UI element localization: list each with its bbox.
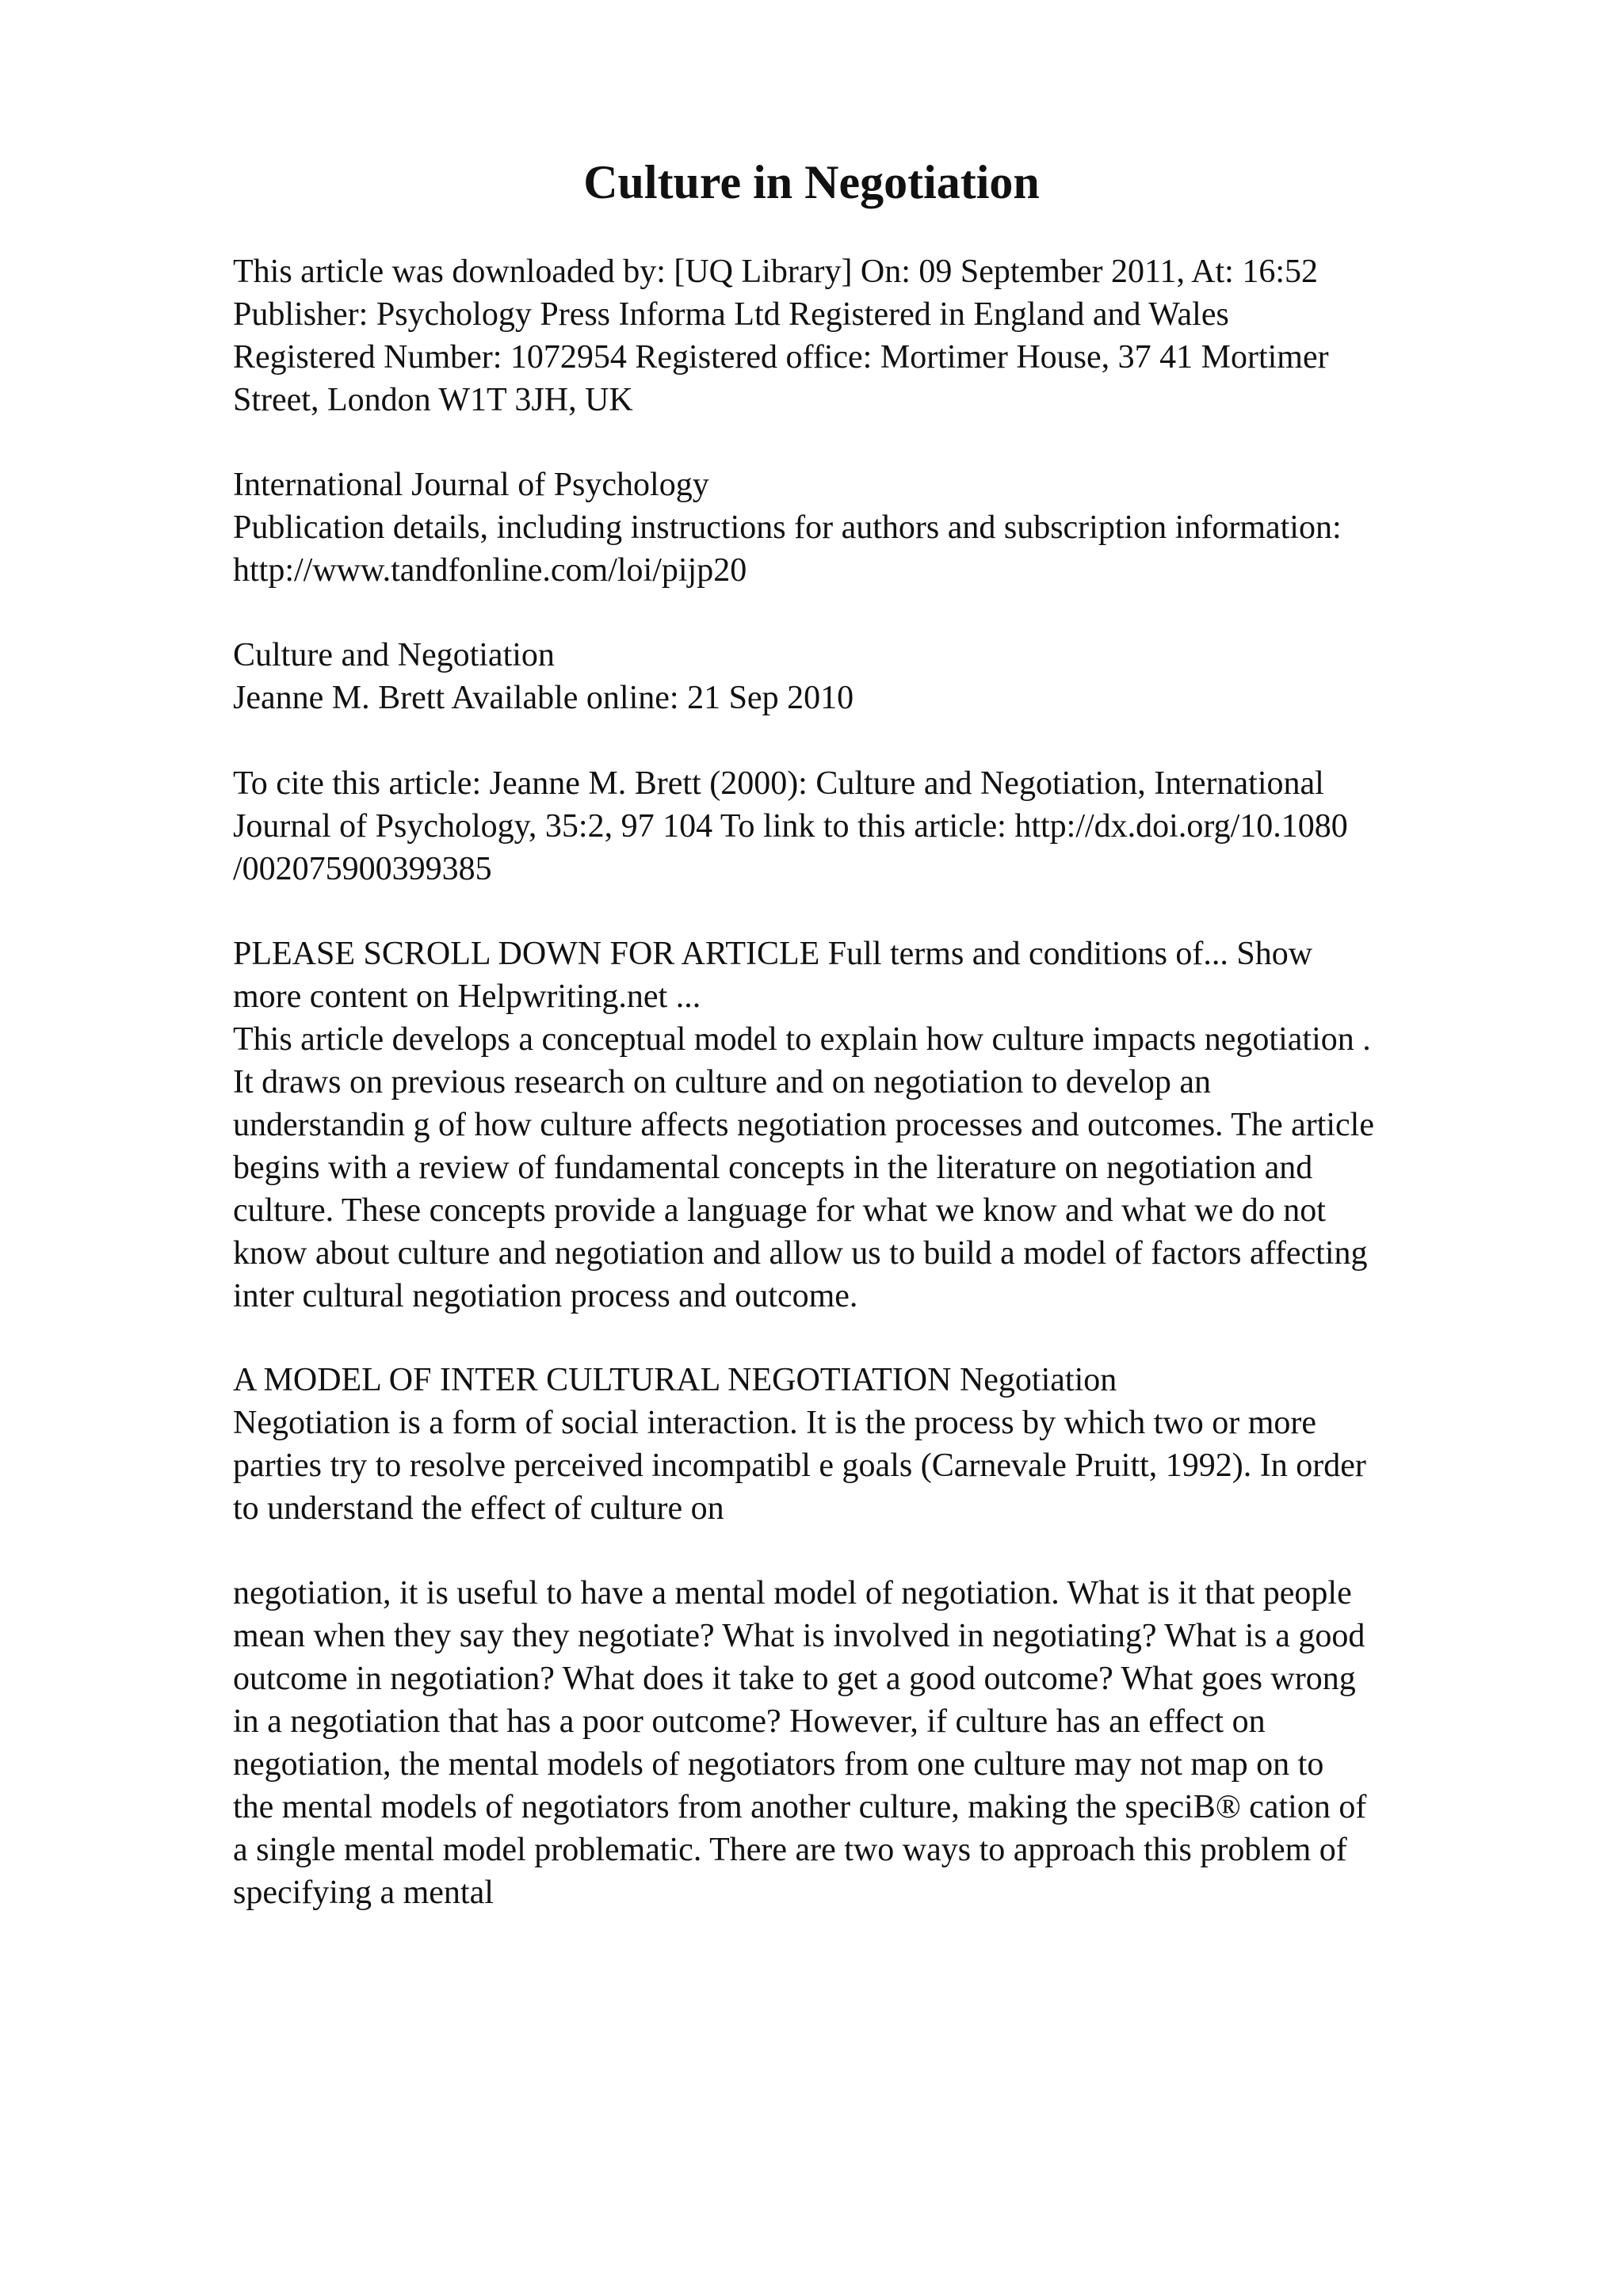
text-line: Journal of Psychology, 35:2, 97 104 To link to this article: http://dx.doi.org/10.1080: [233, 808, 1348, 845]
text-line: begins with a review of fundamental concepts in the literature on negotiation and: [233, 1150, 1313, 1186]
text-line: understandin g of how culture affects negotiation processes and outcomes. The article: [233, 1107, 1374, 1143]
text-line: http://www.tandfonline.com/loi/pijp20: [233, 552, 747, 589]
text-line: culture. These concepts provide a language for what we know and what we do not: [233, 1192, 1326, 1229]
text-line: in a negotiation that has a poor outcome? However, if culture has an effect on: [233, 1703, 1266, 1740]
continuation-paragraph: [233, 1572, 1564, 1914]
text-line: /002075900399385: [233, 851, 492, 887]
document-title: Culture in Negotiation: [583, 156, 1040, 208]
text-line: Publication details, including instructions for authors and subscription information:: [233, 509, 1342, 546]
model-section-paragraph: [233, 1359, 1564, 1530]
text-line: Street, London W1T 3JH, UK: [233, 382, 633, 418]
text-line: to understand the effect of culture on: [233, 1490, 724, 1527]
text-line: a single mental model problematic. There are two ways to approach this problem of: [233, 1832, 1347, 1868]
text-line: Negotiation is a form of social interaction. It is the process by which two or more: [233, 1405, 1316, 1441]
text-line: know about culture and negotiation and allow us to build a model of factors affecting: [233, 1235, 1368, 1272]
text-line: Registered Number: 1072954 Registered office: Mortimer House, 37 41 Mortimer: [233, 339, 1329, 376]
citation-paragraph: [233, 762, 1564, 891]
journal-info-paragraph: [233, 463, 1564, 592]
text-line: parties try to resolve perceived incompatibl e goals (Carnevale Pruitt, 1992). In order: [233, 1447, 1366, 1484]
text-line: mean when they say they negotiate? What is involved in negotiating? What is a good: [233, 1618, 1365, 1654]
text-line: negotiation, it is useful to have a mental model of negotiation. What is it that people: [233, 1575, 1352, 1611]
text-line: the mental models of negotiators from another culture, making the speciB® cation of: [233, 1789, 1367, 1825]
text-line: Publisher: Psychology Press Informa Ltd Registered in England and Wales: [233, 296, 1229, 333]
text-line: It draws on previous research on culture and on negotiation to develop an: [233, 1064, 1211, 1100]
download-info-paragraph: [233, 250, 1564, 421]
text-line: International Journal of Psychology: [233, 467, 709, 503]
text-line: negotiation, the mental models of negotiators from one culture may not map on to: [233, 1746, 1324, 1783]
text-line: outcome in negotiation? What does it take to get a good outcome? What goes wrong: [233, 1661, 1356, 1697]
text-line: This article develops a conceptual model to explain how culture impacts negotiation .: [233, 1021, 1371, 1058]
text-line: Jeanne M. Brett Available online: 21 Sep 2010: [233, 680, 854, 716]
text-line: specifying a mental: [233, 1875, 494, 1911]
text-line: Culture and Negotiation: [233, 637, 555, 673]
article-info-paragraph: [233, 634, 1564, 719]
text-line: To cite this article: Jeanne M. Brett (2000): Culture and Negotiation, International: [233, 765, 1324, 802]
text-line: This article was downloaded by: [UQ Library] On: 09 September 2011, At: 16:52: [233, 254, 1318, 290]
text-line: more content on Helpwriting.net ...: [233, 978, 701, 1015]
section-heading: A MODEL OF INTER CULTURAL NEGOTIATION Negotiation: [233, 1362, 1117, 1398]
abstract-paragraph: [233, 933, 1564, 1318]
text-line: inter cultural negotiation process and outcome.: [233, 1278, 858, 1314]
text-line: PLEASE SCROLL DOWN FOR ARTICLE Full terms and conditions of... Show: [233, 936, 1313, 972]
